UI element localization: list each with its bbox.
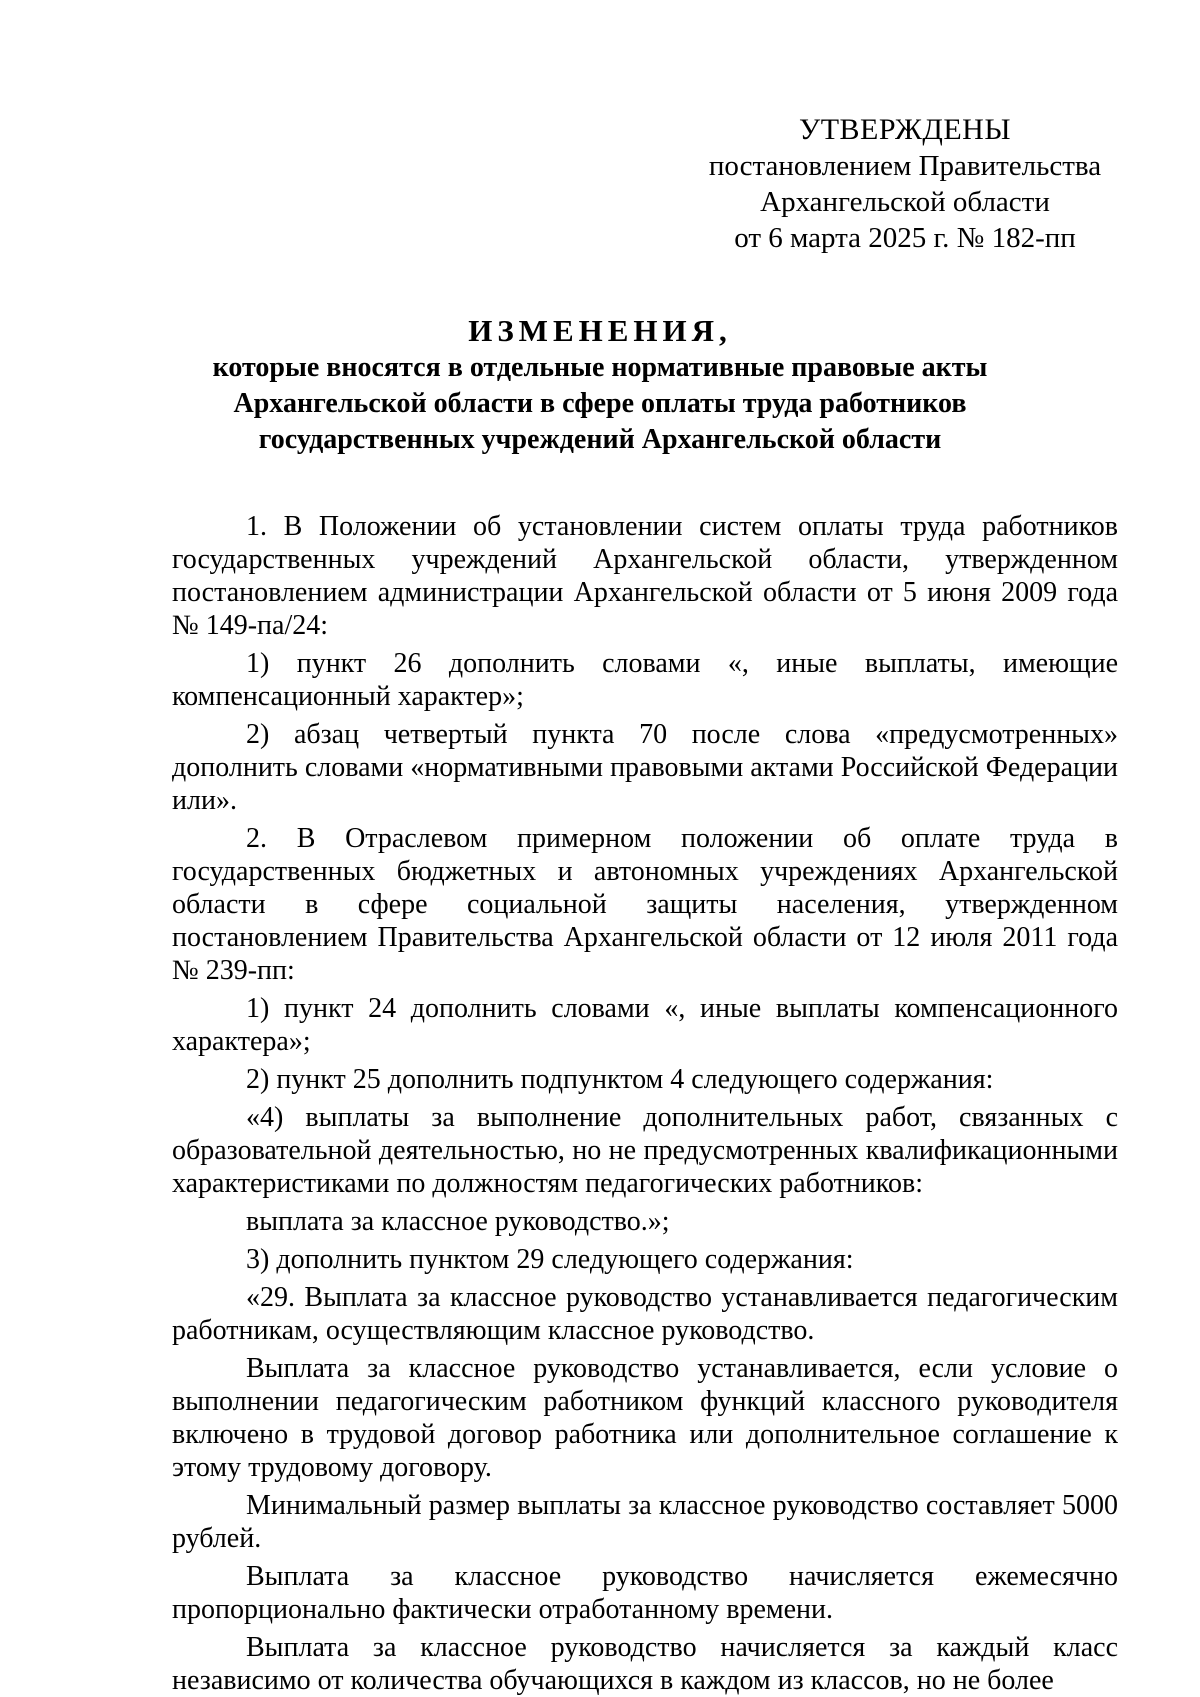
paragraph: «4) выплаты за выполнение дополнительных работ, связанных с образовательной деятельностью, но не предусмотренных квалификационными характеристиками по должностям педагогических работников: — [172, 1102, 1118, 1199]
approval-stamp — [700, 112, 1110, 256]
paragraph: 2) пункт 25 дополнить подпунктом 4 следующего содержания: — [246, 1064, 994, 1095]
paragraph: 2. В Отраслевом примерном положении об оплате труда в государственных бюджетных и автономных учреждениях Архангельской области в сфере социальной защиты населения, утвержденном постановлением Правительства Архангельской области от 12 июля 2011 года № 239-пп: — [172, 823, 1118, 986]
approval-line-3: от 6 марта 2025 г. № 182-пп — [734, 222, 1076, 254]
paragraph: выплата за классное руководство.»; — [246, 1206, 670, 1237]
approval-title: УТВЕРЖДЕНЫ — [798, 113, 1012, 146]
paragraph: 1. В Положении об установлении систем оплаты труда работников государственных учреждений Архангельской области, утвержденном постановлением администрации Архангельской области от 5 июня 2009 года № 149-па/24: — [172, 511, 1118, 641]
paragraph: 1) пункт 24 дополнить словами «, иные выплаты компенсационного характера»; — [172, 993, 1118, 1057]
document-body — [172, 510, 1118, 1697]
paragraph: 1) пункт 26 дополнить словами «, иные выплаты, имеющие компенсационный характер»; — [172, 648, 1118, 712]
approval-line-1: постановлением Правительства — [708, 150, 1102, 182]
document-heading — [160, 312, 1040, 458]
document-subtitle: которые вносятся в отдельные нормативные правовые акты Архангельской области в сфере оплаты труда работников государственных учреждений Архангельской области — [212, 352, 988, 455]
paragraph: 3) дополнить пунктом 29 следующего содержания: — [246, 1244, 854, 1275]
document-title: ИЗМЕНЕНИЯ, — [468, 313, 732, 348]
paragraph: 2) абзац четвертый пункта 70 после слова «предусмотренных» дополнить словами «нормативными правовыми актами Российской Федерации или». — [172, 719, 1118, 816]
approval-line-2: Архангельской области — [760, 186, 1050, 218]
paragraph: «29. Выплата за классное руководство устанавливается педагогическим работникам, осуществляющим классное руководство. — [172, 1282, 1118, 1346]
paragraph: Выплата за классное руководство начисляется за каждый класс независимо от количества обучающихся в каждом из классов, но не более — [172, 1632, 1118, 1696]
paragraph: Выплата за классное руководство устанавливается, если условие о выполнении педагогическим работником функций классного руководителя включено в трудовой договор работника или дополнительное соглашение к этому трудовому договору. — [172, 1353, 1118, 1483]
paragraph: Выплата за классное руководство начисляется ежемесячно пропорционально фактически отработанному времени. — [172, 1561, 1118, 1625]
paragraph: Минимальный размер выплаты за классное руководство составляет 5000 рублей. — [172, 1490, 1118, 1554]
